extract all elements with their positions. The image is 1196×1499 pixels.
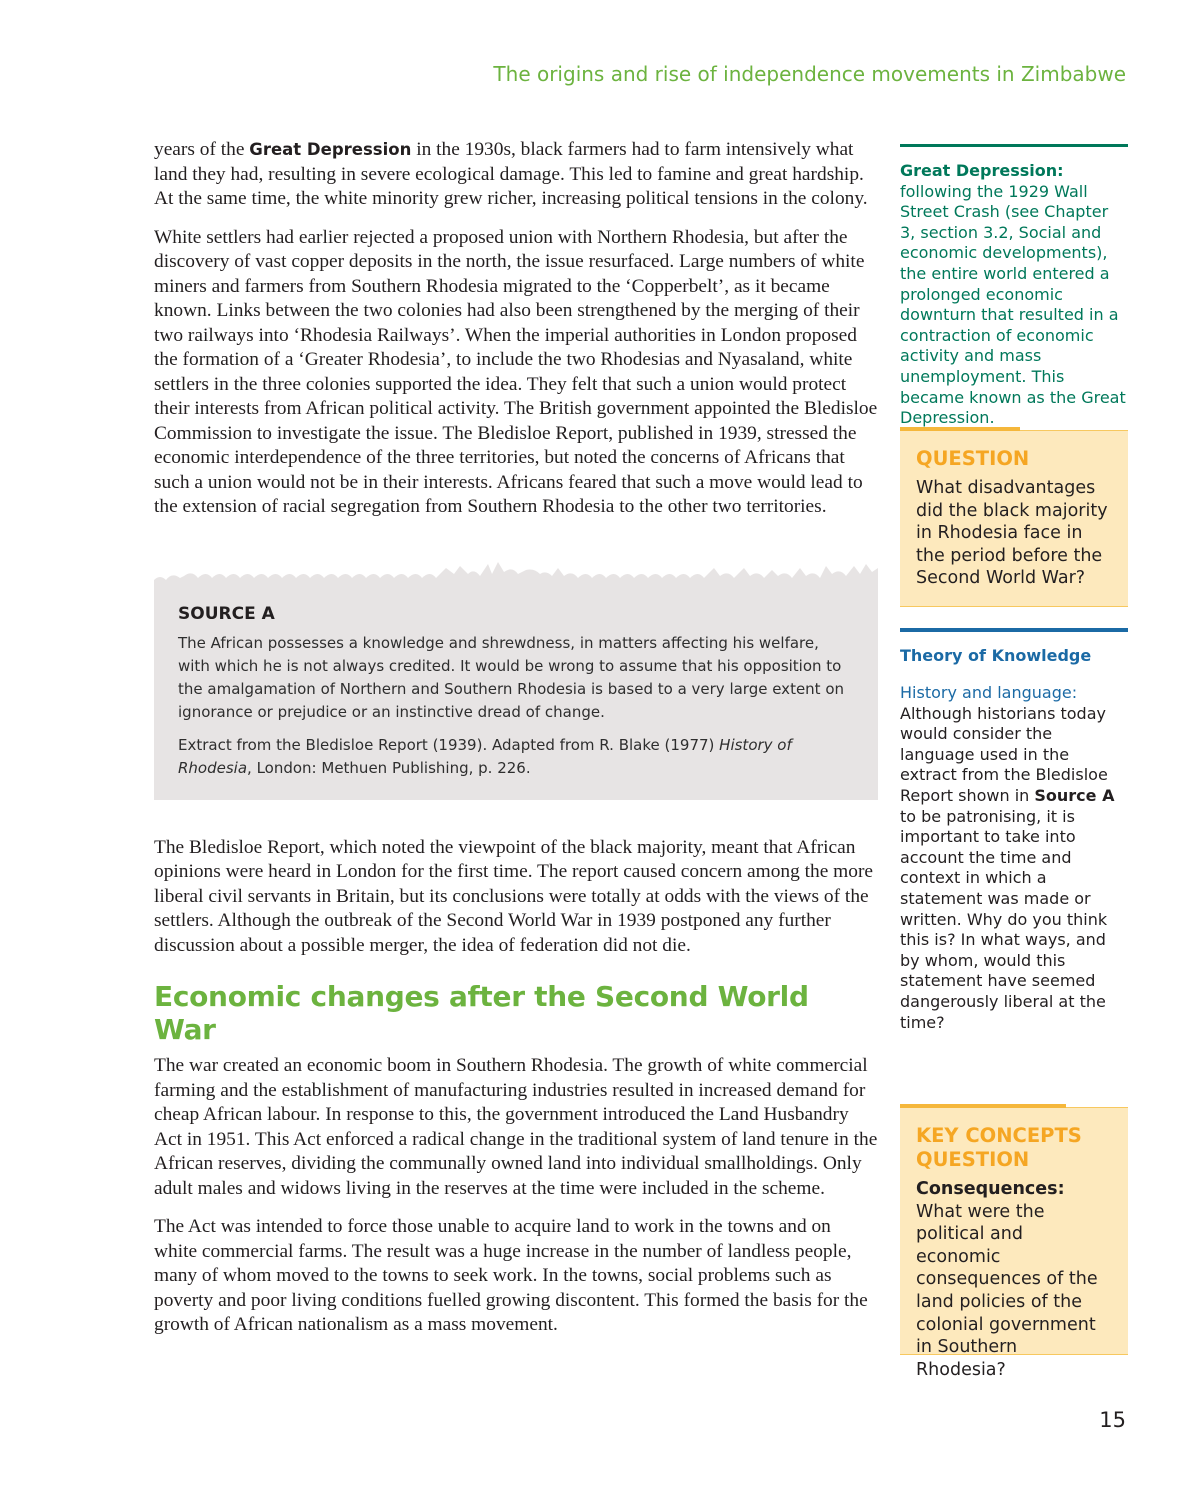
question-text: What disadvantages did the black majority in Rhodesia face in the period before the Second World War? — [916, 478, 1108, 589]
section-heading: Economic changes after the Second World War — [154, 980, 809, 1046]
page-number: 15 — [1099, 1408, 1126, 1432]
citation-book-title: History of Rhodesia — [178, 735, 792, 777]
key-concept-label: Consequences: — [916, 1179, 1065, 1199]
main-column — [154, 138, 878, 1352]
paragraph-economic-boom: The war created an economic boom in Southern Rhodesia. The growth of white commercial farming and the establishment of manufacturing industries resulted in increased demand for cheap African labour. In response to this, the government introduced the Land Husbandry Act in 1951. This Act enforced a radical change in the traditional system of land tenure in the African reserves, dividing the communally owned land into individual smallholdings. Only adult males and widows living in the reserves at the time were included in the scheme. — [154, 1055, 878, 1199]
paragraph-bledisloe-report: The Bledisloe Report, which noted the viewpoint of the black majority, meant that African opinions were heard in London for the first time. The report caused concern among the more liberal civil servants in Britain, but its conclusions were totally at odds with the views of the settlers. Although the outbreak of the Second World War in 1939 postponed any further discussion about a possible merger, the idea of federation did not die. — [154, 836, 874, 956]
tok-source-ref: Source A — [1034, 785, 1115, 805]
glossary-definition: following the 1929 Wall Street Crash (see Chapter 3, section 3.2, Social and economic developments), the entire world entered a prolonged economic downturn that resulted in a contraction of economic activity and mass unemployment. This became known as the Great Depression. — [900, 181, 1126, 428]
paragraph-land-act: The Act was intended to force those unable to acquire land to work in the towns and on white commercial farms. The result was a huge increase in the number of landless people, many of whom moved to the towns to seek work. In the towns, social problems such as poverty and poor living conditions fuelled growing discontent. This formed the basis for the growth of African nationalism as a mass movement. — [154, 1216, 868, 1335]
tok-subtitle: History and language: — [900, 683, 1078, 702]
paragraph-great-depression — [154, 138, 878, 212]
glossary-box — [900, 144, 1128, 429]
glossary-term-great-depression: Great Depression — [249, 140, 412, 159]
source-a-citation — [178, 734, 854, 780]
source-a-quote: The African possesses a knowledge and shrewdness, in matters affecting his welfare, with which he is not always credited. It would be wrong to assume that his opposition to the amalgamation of Northern and Southern Rhodesia is based to a very large extent on ignorance or prejudice or an instinctive dread of change. — [178, 633, 845, 721]
tok-body-start: Although historians today would consider the language used in the extract from the Bledisloe Report shown in — [900, 703, 1108, 805]
tok-title: Theory of Knowledge — [900, 646, 1092, 665]
p1-text-end: in the 1930s, black farmers had to farm intensively what land they had, resulting in severe ecological damage. This led to famine and great hardship. At the same time, the white minority grew richer, increasing political tensions in the colony. — [154, 139, 868, 209]
theory-of-knowledge-box — [900, 628, 1128, 1033]
paragraph-greater-rhodesia: White settlers had earlier rejected a proposed union with Northern Rhodesia, but after the discovery of vast copper deposits in the north, the issue resurfaced. Large numbers of white miners and farmers from Southern Rhodesia migrated to the ‘Copperbelt’, as it became known. Links between the two colonies had also been strengthened by the merging of their two railways into ‘Rhodesia Railways’. When the imperial authorities in London proposed the formation of a ‘Greater Rhodesia’, to include the two Rhodesias and Nyasaland, white settlers in the three colonies supported the idea. They felt that such a union would protect their interests from African political activity. The British government appointed the Bledisloe Commission to investigate the issue. The Bledisloe Report, published in 1939, stressed the economic interdependence of the three territories, but noted the concerns of Africans that such a union would not be in their interests. Africans feared that such a move would lead to the extension of racial segregation from Southern Rhodesia to the other two territories. — [154, 226, 878, 517]
key-concepts-title: KEY CONCEPTS QUESTION — [916, 1124, 1082, 1171]
key-concepts-box — [900, 1107, 1128, 1380]
source-a-content — [154, 596, 878, 800]
tok-body-end: to be patronising, it is important to take into account the time and context in which a statement was made or written. Why do you think this is? In what ways, and by whom, would this statement have seemed dangerously liberal at the time? — [900, 806, 1108, 1032]
key-concepts-accent-bar — [900, 1104, 1066, 1108]
key-concepts-text — [916, 1178, 1112, 1381]
p1-text-start: years of the — [154, 139, 250, 160]
question-box — [900, 430, 1128, 607]
question-title: QUESTION — [916, 447, 1030, 470]
torn-edge-decoration — [154, 560, 878, 596]
key-concept-question: What were the political and economic consequences of the land policies of the colonial government in Southern Rhodesia? — [916, 1201, 1098, 1380]
running-header: The origins and rise of independence movements in Zimbabwe — [493, 62, 1126, 86]
citation-text-start: Extract from the Bledisloe Report (1939). Adapted from R. Blake (1977) — [178, 735, 720, 754]
glossary-term: Great Depression: — [900, 161, 1064, 180]
tok-body — [900, 704, 1128, 1034]
source-a-title: SOURCE A — [178, 603, 275, 624]
source-a-box — [154, 560, 878, 800]
question-accent-bar — [900, 427, 1020, 431]
citation-text-end: , London: Methuen Publishing, p. 226. — [247, 758, 531, 777]
